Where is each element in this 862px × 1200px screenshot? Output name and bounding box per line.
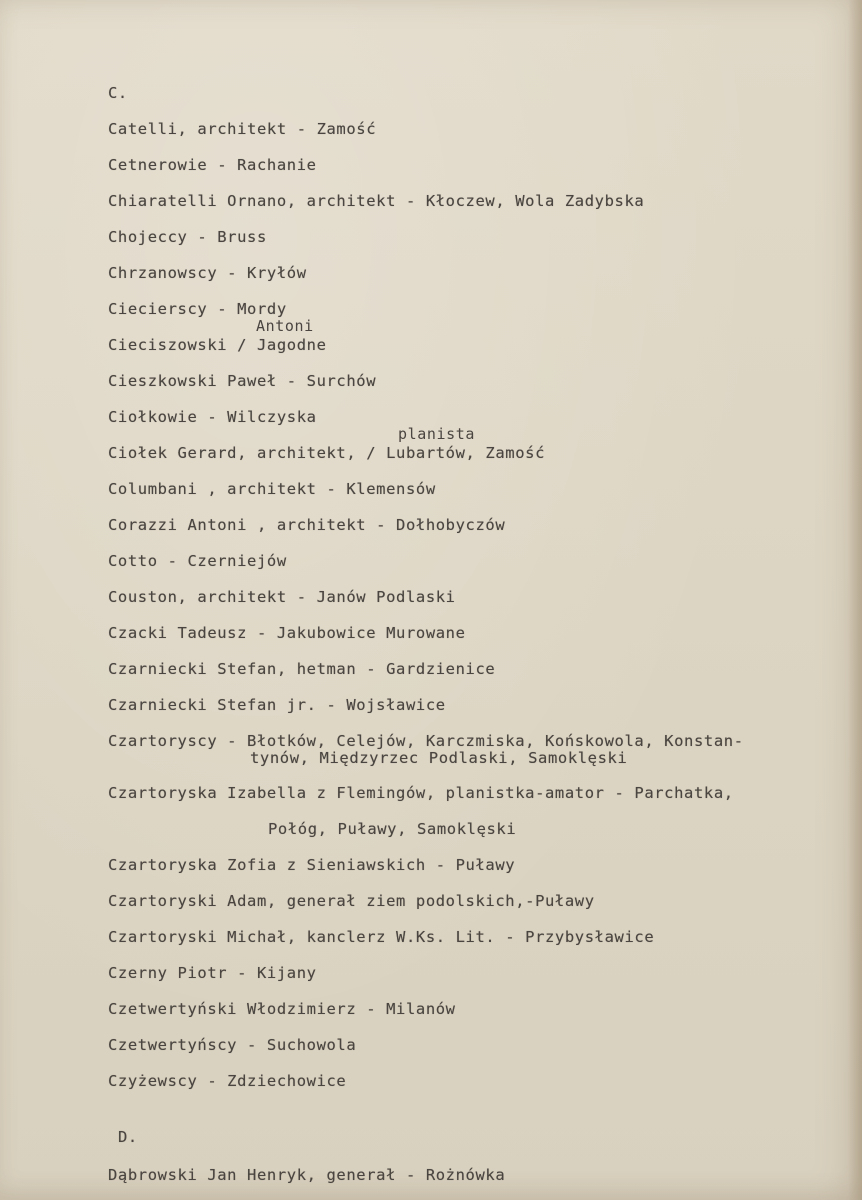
entry-line: Ciołek Gerard, architekt, / Lubartów, Zamość	[108, 444, 545, 462]
section-letter-c: C.	[108, 84, 128, 102]
entry-line: Chojeccy - Bruss	[108, 228, 267, 246]
entry-line: Dąbrowski Jan Henryk, generał - Rożnówka	[108, 1166, 506, 1184]
entry-line: Czacki Tadeusz - Jakubowice Murowane	[108, 624, 466, 642]
entry-line: Czartoryska Izabella z Flemingów, planistka-amator - Parchatka,	[108, 784, 734, 802]
page-edge-shadow	[848, 0, 862, 1200]
entry-line: Czerny Piotr - Kijany	[108, 964, 317, 982]
entry-line: Cieszkowski Paweł - Surchów	[108, 372, 377, 390]
entry-line: Columbani , architekt - Klemensów	[108, 480, 436, 498]
entry-line: Czartoryski Michał, kanclerz W.Ks. Lit. - Przybysławice	[108, 928, 655, 946]
entry-line: Chiaratelli Ornano, architekt - Kłoczew, Wola Zadybska	[108, 192, 645, 210]
entry-line: Czartoryscy - Błotków, Celejów, Karczmiska, Końskowola, Konstan-	[108, 732, 744, 750]
entry-line: Czartoryska Zofia z Sieniawskich - Puławy	[108, 856, 516, 874]
entry-line: Cieciszowski / Jagodne	[108, 336, 327, 354]
entry-line: Czetwertyńscy - Suchowola	[108, 1036, 357, 1054]
entry-continuation: Połóg, Puławy, Samoklęski	[268, 820, 517, 838]
entry-line: Chrzanowscy - Kryłów	[108, 264, 307, 282]
entry-line: Ciecierscy - Mordy	[108, 300, 287, 318]
entry-line: Cotto - Czerniejów	[108, 552, 287, 570]
entry-continuation: tynów, Międzyrzec Podlaski, Samoklęski	[250, 749, 628, 767]
handwritten-insertion-planista: planista	[398, 425, 476, 443]
handwritten-insertion-antoni: Antoni	[256, 317, 314, 335]
entry-line: Catelli, architekt - Zamość	[108, 120, 377, 138]
entry-line: Corazzi Antoni , architekt - Dołhobyczów	[108, 516, 506, 534]
entry-line: Cetnerowie - Rachanie	[108, 156, 317, 174]
entry-line: Czartoryski Adam, generał ziem podolskich,-Puławy	[108, 892, 595, 910]
entry-line: Czarniecki Stefan, hetman - Gardzienice	[108, 660, 496, 678]
entry-line: Couston, architekt - Janów Podlaski	[108, 588, 456, 606]
entry-line: Ciołkowie - Wilczyska	[108, 408, 317, 426]
section-letter-d: D.	[118, 1128, 138, 1146]
entry-line: Czetwertyński Włodzimierz - Milanów	[108, 1000, 456, 1018]
entry-line: Czyżewscy - Zdziechowice	[108, 1072, 347, 1090]
entry-line: Czarniecki Stefan jr. - Wojsławice	[108, 696, 446, 714]
